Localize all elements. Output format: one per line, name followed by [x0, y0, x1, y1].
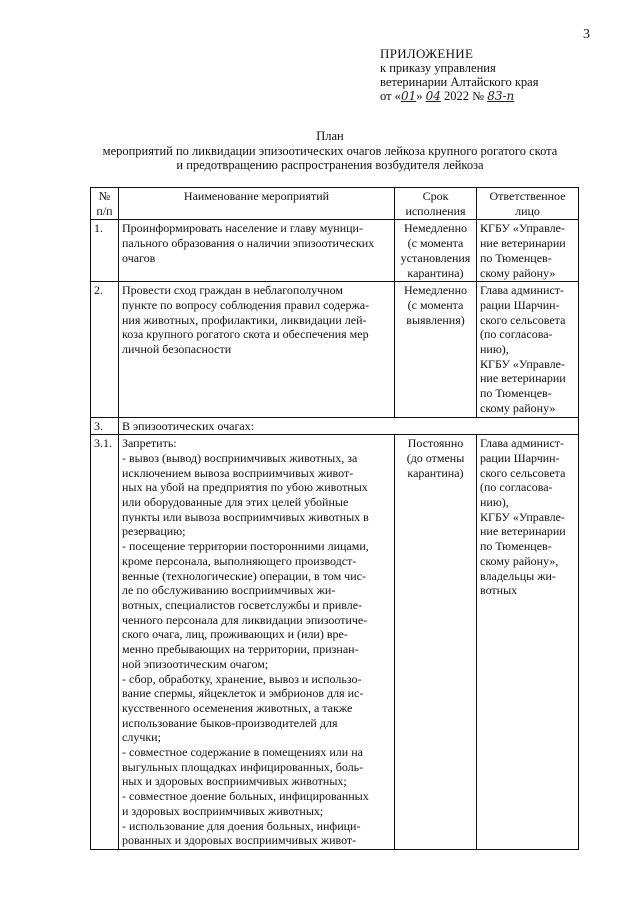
appendix-line-1: к приказу управления: [380, 61, 496, 75]
date-prefix: от «: [380, 89, 401, 103]
date-month: 04: [425, 89, 441, 103]
document-title: [80, 129, 580, 173]
row-section-heading: В эпизоотических очагах:: [119, 417, 579, 435]
row-name: Проинформировать население и главу муници- пального образования о наличии эпизоотических очагов: [119, 220, 395, 282]
date-mid: »: [416, 89, 426, 103]
appendix-block: [380, 47, 538, 103]
header-responsible: Ответственное лицо: [477, 188, 579, 220]
table-row: [91, 417, 579, 435]
header-term: Срок исполнения: [395, 188, 477, 220]
title-line-3: и предотвращению распространения возбудителя лейкоза: [176, 158, 484, 172]
order-number: 83-п: [487, 89, 515, 103]
row-responsible: Глава админист- рации Шарчин- ского сельсовета (по согласова- нию), КГБУ «Управле- ние ветеринарии по Тюменцев- скому району», владельцы жи- вотных: [477, 435, 579, 850]
table-row: [91, 435, 579, 850]
table-row: [91, 282, 579, 417]
row-name: Запретить: - вывоз (вывод) восприимчивых животных, за исключением вывоза восприимчивых живот- ных на убой на предприятия по убою животных или оборудованные для этих целей убойные пункты или вывоза восприимчивых животных в резервацию; - посещение территории посторонними лицами, кроме персонала, выполняющего производст- венные (технологические) операции, в том чис- ле по обслуживанию восприимчивых жи- вотных, специалистов госветслужбы и привле- ченного персонала для ликвидации эпизоотиче- ского очага, лиц, проживающих и (или) вре- менно пребывающих на территории, признан- ной эпизоотическим очагом; - сбор, обработку, хранение, вывоз и использо- вание спермы, яйцеклеток и эмбрионов для ис- кусственного осеменения животных, а также использование быков-производителей для случки; - совместное содержание в помещениях или на выгульных площадках инфицированных, боль- ных и здоровых восприимчивых животных; - совместное доение больных, инфицированных и здоровых восприимчивых животных; - использование для доения больных, инфици- рованных и здоровых восприимчивых живот-: [119, 435, 395, 850]
plan-table: [90, 187, 579, 850]
row-responsible: КГБУ «Управле- ние ветеринарии по Тюменцев- скому району»: [477, 220, 579, 282]
date-year: 2022 №: [440, 89, 488, 103]
header-num: № п/п: [91, 188, 119, 220]
row-num: 3.1.: [91, 435, 119, 850]
row-responsible: Глава админист- рации Шарчин- ского сельсовета (по согласова- нию), КГБУ «Управле- ние ветеринарии по Тюменцев- скому району»: [477, 282, 579, 417]
row-num: 3.: [91, 417, 119, 435]
table-header-row: [91, 188, 579, 220]
row-term: Немедленно (с момента установления карантина): [395, 220, 477, 282]
appendix-heading: ПРИЛОЖЕНИЕ: [380, 46, 474, 61]
header-name: Наименование мероприятий: [119, 188, 395, 220]
date-day: 01: [400, 89, 417, 103]
title-line-2: мероприятий по ликвидации эпизоотических очагов лейкоза крупного рогатого скота: [102, 143, 558, 158]
row-name: Провести сход граждан в неблагополучном пункте по вопросу соблюдения правил содержа- ния животных, профилактики, ликвидации лей- коза крупного рогатого скота и обеспечения мер личной безопасности: [119, 282, 395, 417]
title-line-1: План: [316, 129, 344, 143]
row-term: Немедленно (с момента выявления): [395, 282, 477, 417]
page-number: 3: [583, 27, 590, 42]
table-row: [91, 220, 579, 282]
row-num: 2.: [91, 282, 119, 417]
appendix-line-2: ветеринарии Алтайского края: [380, 75, 539, 89]
row-term: Постоянно (до отмены карантина): [395, 435, 477, 850]
appendix-date-line: [380, 89, 538, 103]
row-num: 1.: [91, 220, 119, 282]
